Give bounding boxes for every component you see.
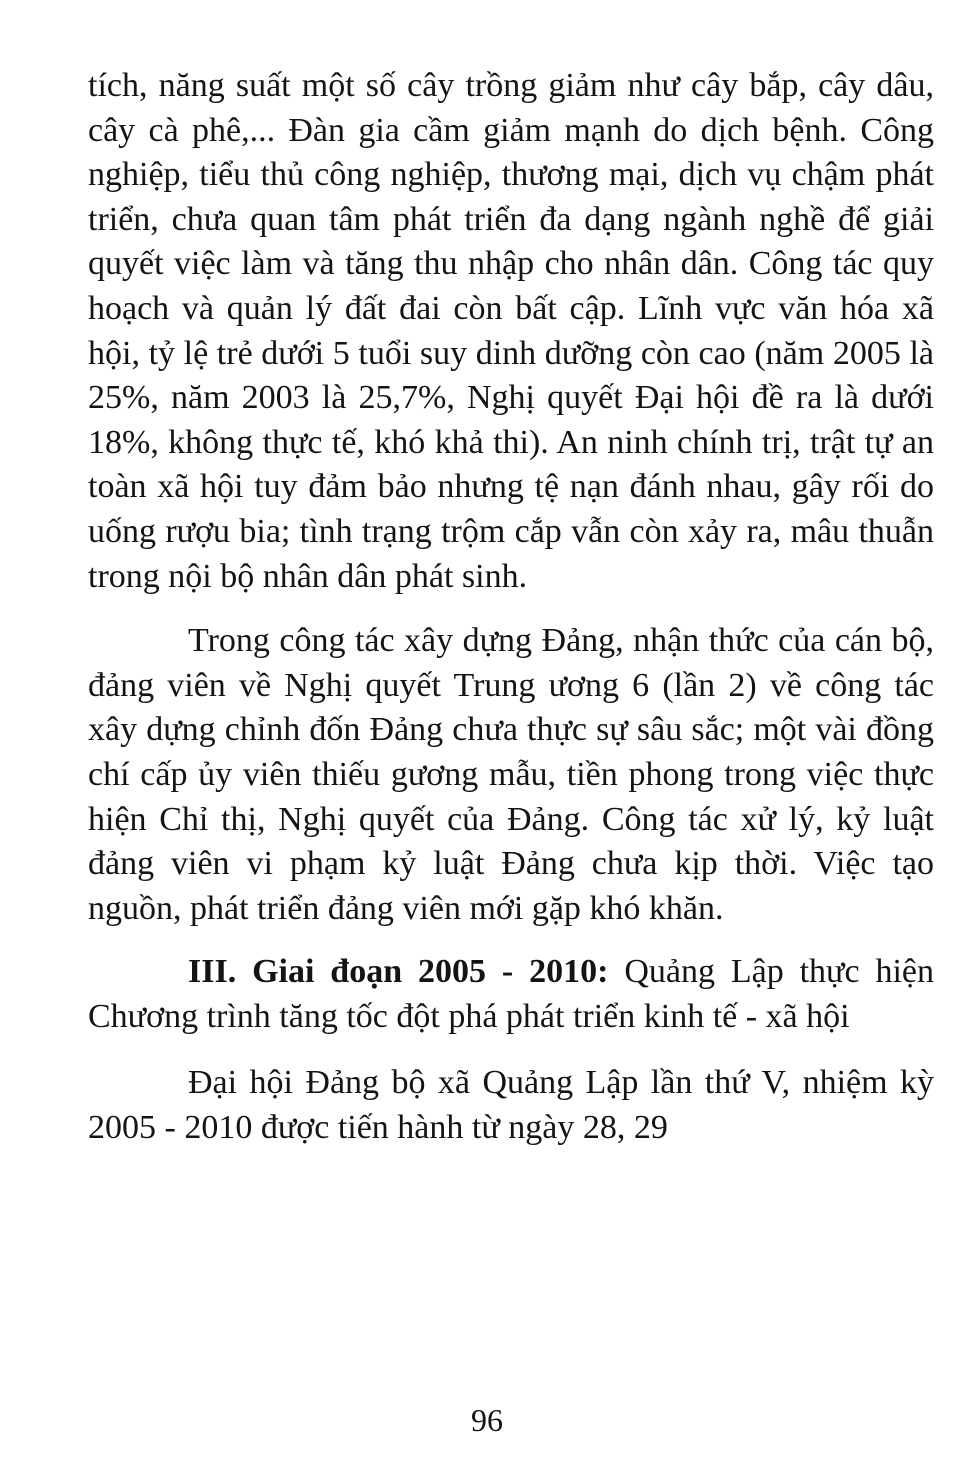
- page-number: 96: [471, 1402, 503, 1438]
- book-page: [88, 64, 934, 1151]
- section-heading-title: Quảng Lập thực hiện Chương trình tăng tốc đột phá phát triển kinh tế - xã hội: [88, 953, 934, 1035]
- section-heading-number: III. Giai đoạn 2005 - 2010:: [188, 953, 609, 991]
- section-heading: [88, 950, 934, 1039]
- body-paragraph-congress: Đại hội Đảng bộ xã Quảng Lập lần thứ V, nhiệm kỳ 2005 - 2010 được tiến hành từ ngày 28, 29: [88, 1064, 934, 1147]
- body-paragraph-party-building: Trong công tác xây dựng Đảng, nhận thức của cán bộ, đảng viên về Nghị quyết Trung ương 6 (lần 2) về công tác xây dựng chỉnh đốn Đảng chưa thực sự sâu sắc; một vài đồng chí cấp ủy viên thiếu gương mẫu, tiền phong trong việc thực hiện Chỉ thị, Nghị quyết của Đảng. Công tác xử lý, kỷ luật đảng viên vi phạm kỷ luật Đảng chưa kịp thời. Việc tạo nguồn, phát triển đảng viên mới gặp khó khăn.: [88, 622, 934, 927]
- body-paragraph-continued: tích, năng suất một số cây trồng giảm như cây bắp, cây dâu, cây cà phê,... Đàn gia cầm giảm mạnh do dịch bệnh. Công nghiệp, tiểu thủ công nghiệp, thương mại, dịch vụ chậm phát triển, chưa quan tâm phát triển đa dạng ngành nghề để giải quyết việc làm và tăng thu nhập cho nhân dân. Công tác quy hoạch và quản lý đất đai còn bất cập. Lĩnh vực văn hóa xã hội, tỷ lệ trẻ dưới 5 tuổi suy dinh dưỡng còn cao (năm 2005 là 25%, năm 2003 là 25,7%, Nghị quyết Đại hội đề ra là dưới 18%, không thực tế, khó khả thi). An ninh chính trị, trật tự an toàn xã hội tuy đảm bảo nhưng tệ nạn đánh nhau, gây rối do uống rượu bia; tình trạng trộm cắp vẫn còn xảy ra, mâu thuẫn trong nội bộ nhân dân phát sinh.: [88, 67, 934, 595]
